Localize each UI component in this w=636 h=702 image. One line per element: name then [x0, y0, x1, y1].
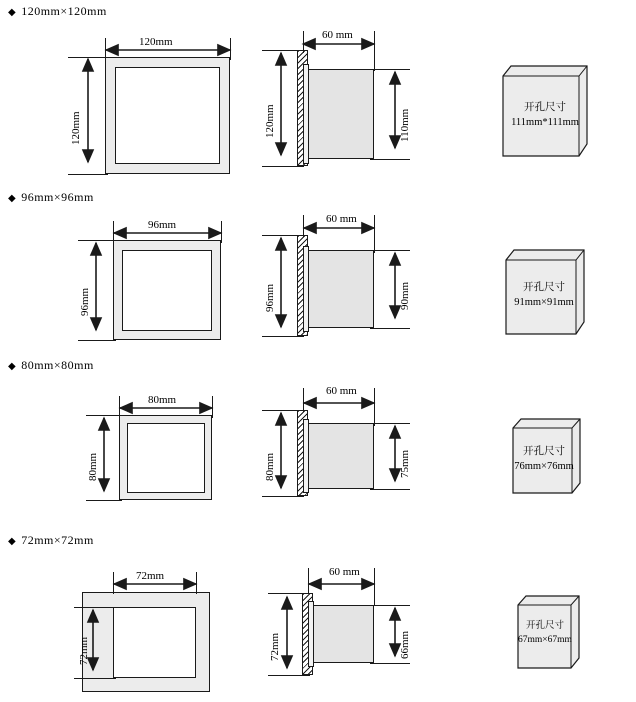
dim-side-body-height-4: 66mm: [399, 630, 411, 659]
ext-line: [303, 388, 304, 412]
dim-front-width-1: 120mm: [139, 36, 173, 48]
ext-line: [374, 215, 375, 253]
bullet-icon: ◆: [8, 536, 17, 547]
dim-side-depth-1: 60 mm: [322, 29, 353, 41]
ext-line: [74, 678, 116, 679]
ext-line: [370, 423, 410, 424]
ext-line: [303, 215, 304, 237]
front-panel-screen-4: [113, 607, 196, 678]
section-heading-1: ◆ 120mm×120mm: [8, 4, 107, 18]
dim-side-body-height-2: 90mm: [399, 281, 411, 310]
side-bezel-2: [303, 246, 309, 332]
ext-line: [68, 57, 108, 58]
ext-line: [262, 235, 304, 236]
dim-side-body-height-3: 75mm: [399, 449, 411, 478]
ext-line: [268, 675, 310, 676]
section-heading-3: ◆ 80mm×80mm: [8, 358, 94, 372]
ext-line: [262, 50, 304, 51]
ext-line: [262, 496, 304, 497]
dim-side-height-1: 120mm: [264, 104, 276, 138]
side-bezel-3: [303, 419, 309, 493]
ext-line: [370, 69, 410, 70]
ext-line: [230, 38, 231, 60]
dim-front-height-3: 80mm: [87, 452, 99, 481]
side-body-4: [313, 605, 374, 663]
dim-front-height-1: 120mm: [70, 111, 82, 145]
ext-line: [113, 572, 114, 594]
ext-line: [196, 572, 197, 594]
ext-line: [78, 240, 116, 241]
ext-line: [212, 396, 213, 418]
ext-line: [370, 663, 410, 664]
dim-side-height-4: 72mm: [269, 632, 281, 661]
dim-side-height-2: 96mm: [264, 283, 276, 312]
bullet-icon: ◆: [8, 361, 17, 372]
ext-line: [78, 340, 116, 341]
ext-line: [68, 174, 108, 175]
ext-line: [370, 328, 410, 329]
bullet-icon: ◆: [8, 193, 17, 204]
ext-line: [86, 415, 122, 416]
dim-side-height-3: 80mm: [264, 452, 276, 481]
dim-front-width-2: 96mm: [148, 219, 177, 231]
side-bezel-4: [308, 601, 314, 667]
front-panel-screen-1: [115, 67, 220, 164]
ext-line: [370, 250, 410, 251]
side-bezel-1: [303, 64, 309, 164]
cutout-label-2: 开孔尺寸 91mm×91mm: [514, 282, 574, 309]
dim-front-width-4: 72mm: [136, 570, 165, 582]
dim-side-depth-4: 60 mm: [329, 566, 360, 578]
ext-line: [221, 221, 222, 243]
section-heading-2: ◆ 96mm×96mm: [8, 190, 94, 204]
ext-line: [268, 593, 310, 594]
section-heading-4: ◆ 72mm×72mm: [8, 533, 94, 547]
dim-side-body-height-1: 110mm: [399, 108, 411, 142]
side-body-2: [308, 250, 374, 328]
dim-front-height-2: 96mm: [79, 287, 91, 316]
ext-line: [74, 607, 116, 608]
ext-line: [370, 159, 410, 160]
dim-front-width-3: 80mm: [148, 394, 177, 406]
ext-line: [86, 500, 122, 501]
ext-line: [370, 605, 410, 606]
ext-line: [370, 489, 410, 490]
ext-line: [374, 568, 375, 606]
ext-line: [374, 388, 375, 426]
dim-side-depth-3: 60 mm: [326, 385, 357, 397]
front-panel-screen-2: [122, 250, 212, 331]
dim-side-depth-2: 60 mm: [326, 213, 357, 225]
bullet-icon: ◆: [8, 7, 17, 18]
cutout-label-4: 开孔尺寸 67mm×67mm: [518, 621, 572, 645]
ext-line: [374, 31, 375, 71]
ext-line: [262, 410, 304, 411]
ext-line: [262, 336, 304, 337]
front-panel-screen-3: [127, 423, 205, 493]
dim-front-height-4: 72mm: [78, 636, 90, 665]
side-body-3: [308, 423, 374, 489]
ext-line: [262, 166, 304, 167]
cutout-label-3: 开孔尺寸 76mm×76mm: [514, 446, 574, 473]
cutout-label-1: 开孔尺寸 111mm*111mm: [511, 102, 579, 129]
side-body-1: [308, 69, 374, 159]
ext-line: [308, 568, 309, 594]
